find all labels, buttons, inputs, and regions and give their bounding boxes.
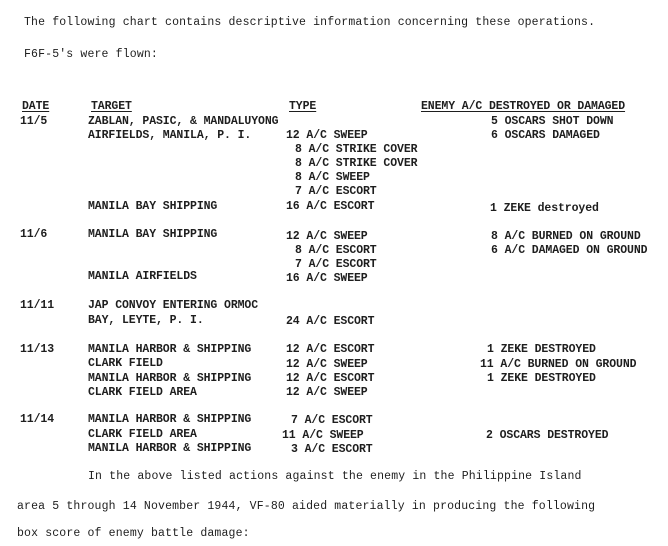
row-target: CLARK FIELD AREA — [88, 386, 197, 399]
intro-text: The following chart contains descriptive information concerning these operations. — [24, 16, 596, 29]
row-target: AIRFIELDS, MANILA, P. I. — [88, 129, 252, 142]
row-type: 12 A/C ESCORT — [286, 372, 375, 385]
row-type: 8 A/C STRIKE COVER — [295, 157, 418, 170]
row-target: MANILA AIRFIELDS — [88, 270, 197, 283]
row-type: 12 A/C SWEEP — [286, 386, 368, 399]
row-type: 16 A/C SWEEP — [286, 272, 368, 285]
row-target: ZABLAN, PASIC, & MANDALUYONG — [88, 115, 279, 128]
row-type: 7 A/C ESCORT — [291, 414, 373, 427]
row-type: 12 A/C ESCORT — [286, 343, 375, 356]
row-type: 12 A/C SWEEP — [286, 129, 368, 142]
row-target: MANILA BAY SHIPPING — [88, 228, 218, 241]
row-enemy: 1 ZEKE DESTROYED — [487, 343, 596, 356]
row-target: MANILA HARBOR & SHIPPING — [88, 372, 252, 385]
row-type: 3 A/C ESCORT — [291, 443, 373, 456]
row-type: 8 A/C SWEEP — [295, 171, 370, 184]
header-target: TARGET — [91, 100, 132, 113]
row-enemy: 1 ZEKE DESTROYED — [487, 372, 596, 385]
row-type: 11 A/C SWEEP — [282, 429, 364, 442]
row-type: 7 A/C ESCORT — [295, 258, 377, 271]
row-type: 24 A/C ESCORT — [286, 315, 375, 328]
row-date: 11/11 — [20, 299, 55, 312]
row-type: 8 A/C STRIKE COVER — [295, 143, 418, 156]
row-target: MANILA HARBOR & SHIPPING — [88, 343, 252, 356]
row-enemy: 8 A/C BURNED ON GROUND — [491, 230, 641, 243]
row-target: JAP CONVOY ENTERING ORMOC — [88, 299, 259, 312]
row-date: 11/6 — [20, 228, 48, 241]
row-target: MANILA BAY SHIPPING — [88, 200, 218, 213]
row-target: BAY, LEYTE, P. I. — [88, 314, 204, 327]
row-type: 8 A/C ESCORT — [295, 244, 377, 257]
row-date: 11/13 — [20, 343, 55, 356]
row-target: CLARK FIELD — [88, 357, 163, 370]
row-date: 11/5 — [20, 115, 48, 128]
aircraft-flown-line: F6F-5's were flown: — [24, 48, 158, 61]
row-enemy: 6 OSCARS DAMAGED — [491, 129, 600, 142]
row-enemy: 2 OSCARS DESTROYED — [486, 429, 609, 442]
row-target: MANILA HARBOR & SHIPPING — [88, 413, 252, 426]
row-type: 12 A/C SWEEP — [286, 358, 368, 371]
header-enemy-damage: ENEMY A/C DESTROYED OR DAMAGED — [421, 100, 626, 113]
row-type: 12 A/C SWEEP — [286, 230, 368, 243]
row-enemy: 6 A/C DAMAGED ON GROUND — [491, 244, 648, 257]
header-type: TYPE — [289, 100, 317, 113]
row-enemy: 5 OSCARS SHOT DOWN — [491, 115, 614, 128]
row-type: 7 A/C ESCORT — [295, 185, 377, 198]
row-date: 11/14 — [20, 413, 55, 426]
header-date: DATE — [22, 100, 50, 113]
closing-line-2: area 5 through 14 November 1944, VF-80 aided materially in producing the following — [17, 500, 596, 513]
row-enemy: 11 A/C BURNED ON GROUND — [480, 358, 637, 371]
closing-line-3: box score of enemy battle damage: — [17, 527, 250, 540]
row-target: MANILA HARBOR & SHIPPING — [88, 442, 252, 455]
row-target: CLARK FIELD AREA — [88, 428, 197, 441]
row-enemy: 1 ZEKE destroyed — [490, 202, 599, 215]
row-type: 16 A/C ESCORT — [286, 200, 375, 213]
closing-line-1: In the above listed actions against the enemy in the Philippine Island — [88, 470, 582, 483]
